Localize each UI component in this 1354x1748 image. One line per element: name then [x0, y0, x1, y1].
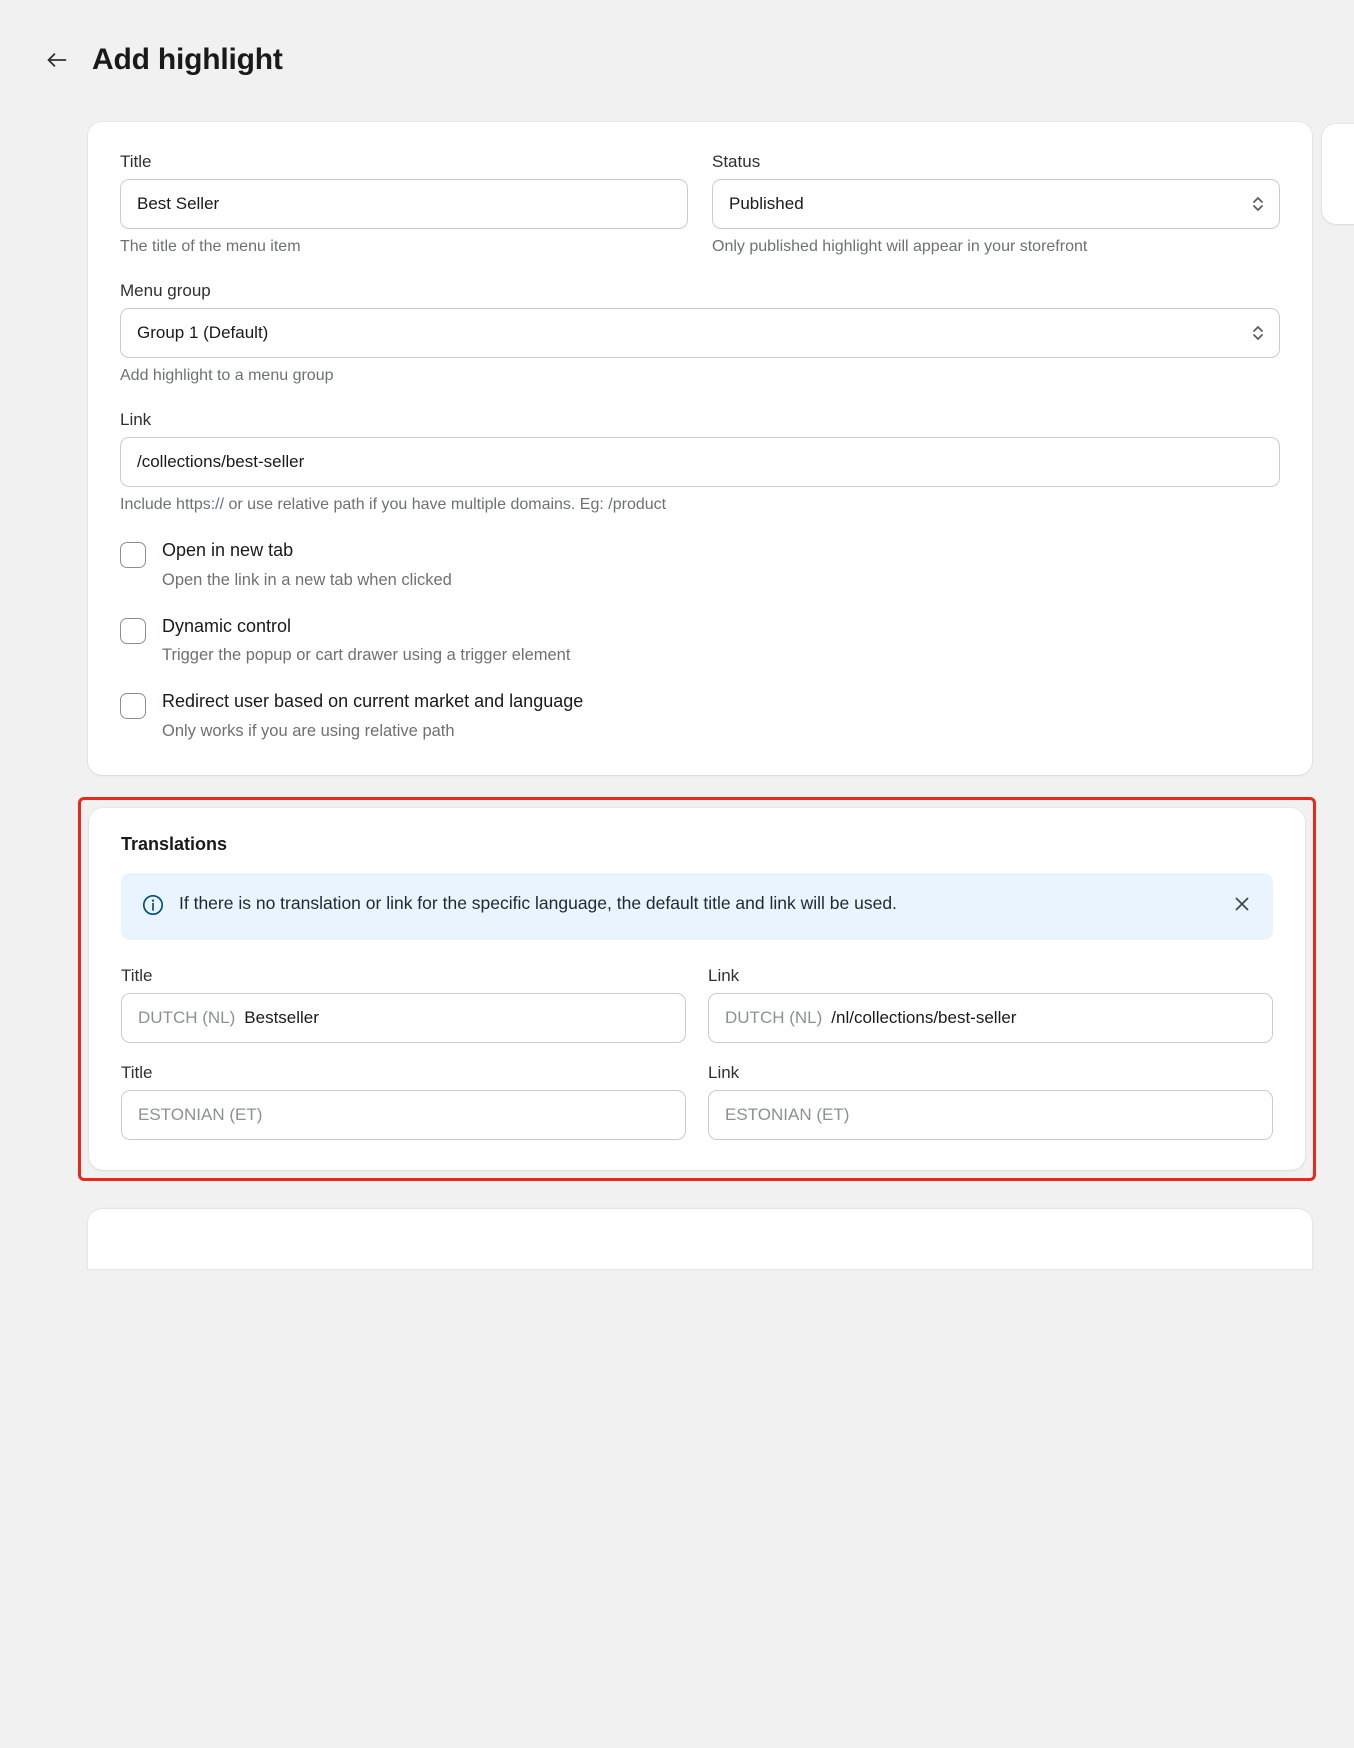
checkbox-texts — [162, 691, 1280, 741]
close-icon[interactable] — [1229, 893, 1255, 919]
translation-title-group-et — [121, 1063, 686, 1140]
back-arrow-icon[interactable] — [40, 43, 74, 77]
checkbox-texts — [162, 616, 1280, 666]
translations-grid — [121, 966, 1273, 1140]
page-header — [0, 0, 1354, 92]
link-field-group — [120, 410, 1280, 514]
title-label: Title — [120, 152, 152, 171]
translation-link-label-nl: Link — [708, 965, 740, 985]
checkbox-label-open-in-new-tab: Open in new tab — [162, 540, 294, 560]
language-tag-et: ESTONIAN (ET) — [725, 1104, 850, 1124]
checkbox-help-open-in-new-tab: Open the link in a new tab when clicked — [162, 570, 452, 589]
title-helper-text: The title of the menu item — [120, 238, 301, 255]
highlight-details-card — [88, 122, 1312, 775]
menu-group-select[interactable] — [120, 308, 1280, 358]
link-helper-text: Include https:// or use relative path if you have multiple domains. Eg: /product — [120, 496, 667, 513]
checkbox-dynamic-control[interactable] — [120, 618, 146, 644]
translations-highlight-outline — [78, 797, 1316, 1181]
translation-link-group-et — [708, 1063, 1273, 1140]
translation-link-input-nl[interactable] — [708, 993, 1273, 1043]
menu-group-select-wrap[interactable] — [120, 308, 1280, 358]
translation-title-value-nl: Bestseller — [244, 1007, 319, 1027]
language-tag-nl: DUTCH (NL) — [725, 1007, 823, 1027]
status-field-group — [712, 152, 1280, 256]
status-select[interactable] — [712, 179, 1280, 229]
info-icon — [141, 893, 165, 922]
translation-title-label-nl: Title — [121, 965, 153, 985]
status-select-wrap[interactable] — [712, 179, 1280, 229]
translation-link-label-et: Link — [708, 1062, 740, 1082]
translations-card — [89, 808, 1305, 1170]
menu-group-field-group — [120, 281, 1280, 385]
translations-info-banner — [121, 873, 1273, 940]
translation-title-group-nl — [121, 966, 686, 1043]
checkbox-row-redirect-user[interactable] — [120, 691, 1280, 741]
checkbox-row-dynamic-control[interactable] — [120, 616, 1280, 666]
menu-group-label: Menu group — [120, 281, 211, 300]
checkbox-help-redirect-user: Only works if you are using relative path — [162, 721, 455, 740]
checkbox-help-dynamic-control: Trigger the popup or cart drawer using a trigger element — [162, 646, 571, 665]
checkbox-open-in-new-tab[interactable] — [120, 542, 146, 568]
translation-link-input-et[interactable] — [708, 1090, 1273, 1140]
status-label: Status — [712, 152, 761, 171]
translations-title: Translations — [121, 833, 228, 854]
link-label: Link — [120, 410, 152, 429]
title-input[interactable] — [120, 179, 688, 229]
checkbox-row-open-in-new-tab[interactable] — [120, 540, 1280, 590]
checkbox-texts — [162, 540, 1280, 590]
title-status-row — [120, 152, 1280, 256]
checkbox-label-dynamic-control: Dynamic control — [162, 615, 292, 636]
checkbox-label-redirect-user: Redirect user based on current market and language — [162, 691, 584, 712]
page-title: Add highlight — [92, 43, 283, 76]
next-section-card-peek — [88, 1209, 1312, 1269]
title-field-group — [120, 152, 688, 256]
translation-title-input-et[interactable] — [121, 1090, 686, 1140]
translation-title-input-nl[interactable] — [121, 993, 686, 1043]
status-helper-text: Only published highlight will appear in your storefront — [712, 238, 1088, 255]
language-tag-nl: DUTCH (NL) — [138, 1007, 236, 1027]
offscreen-side-card — [1322, 124, 1354, 224]
translation-title-label-et: Title — [121, 1062, 153, 1082]
link-input[interactable] — [120, 437, 1280, 487]
menu-group-helper-text: Add highlight to a menu group — [120, 367, 334, 384]
translations-banner-text: If there is no translation or link for the specific language, the default title and link will be used. — [179, 892, 897, 913]
translation-link-value-nl: /nl/collections/best-seller — [831, 1007, 1017, 1027]
checkbox-redirect-user[interactable] — [120, 693, 146, 719]
language-tag-et: ESTONIAN (ET) — [138, 1104, 263, 1124]
translation-link-group-nl — [708, 966, 1273, 1043]
